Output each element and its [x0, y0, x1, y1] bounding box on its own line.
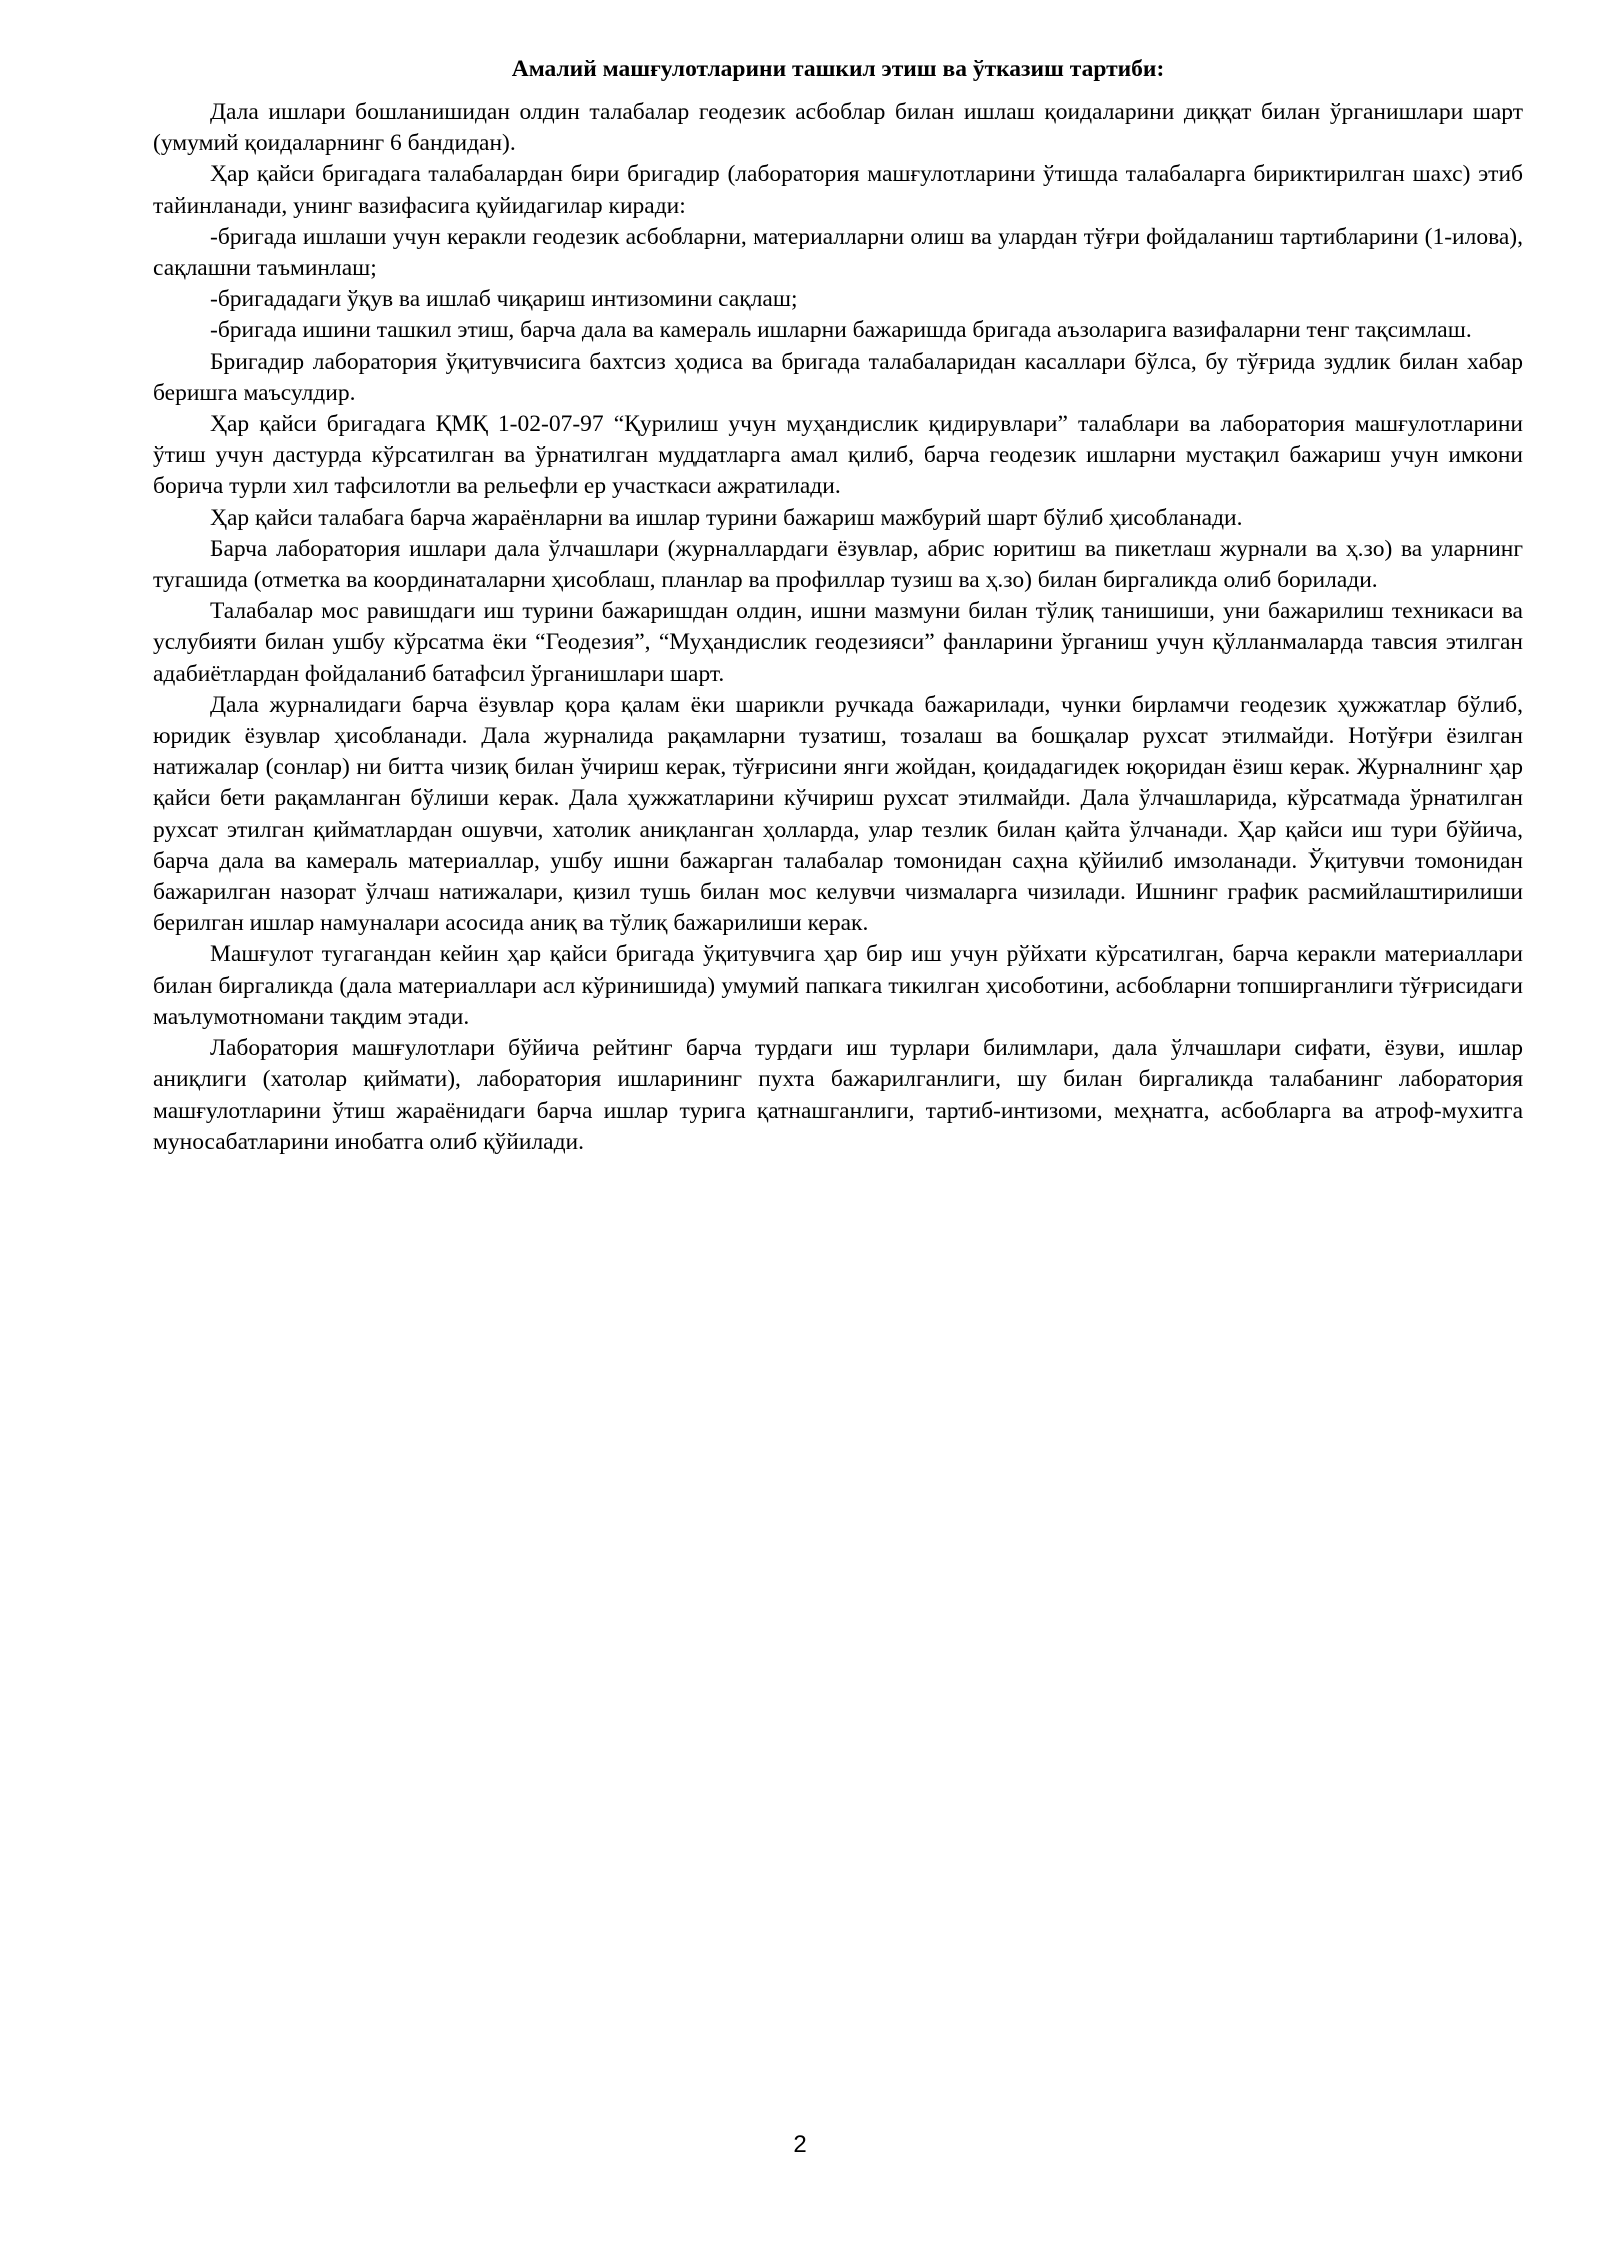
page-title: Амалий машғулотларини ташкил этиш ва ўтказиш тартиби:	[511, 56, 1165, 82]
paragraph: Ҳар қайси талабага барча жараёнларни ва ишлар турини бажариш мажбурий шарт бўлиб ҳисобланади.	[210, 504, 1243, 531]
body-text	[153, 97, 1523, 1158]
page-content	[153, 54, 1523, 1158]
paragraph: Дала ишлари бошланишидан олдин талабалар геодезик асбоблар билан ишлаш қоидаларини диққат билан ўрганишлари шарт (умумий қоидаларнинг 6 бандидан).	[153, 99, 1523, 157]
paragraph: Дала журналидаги барча ёзувлар қора қалам ёки шарикли ручкада бажарилади, чунки бирламчи геодезик ҳужжатлар бўлиб, юридик ёзувлар ҳисобланади. Дала журналида рақамларни тузатиш, тозалаш ва бошқалар рухсат этилмайди. Нотўғри ёзилган натижалар (сонлар) ни битта чизиқ билан ўчириш керак, тўғрисини янги жойдан, қоидадагидек юқоридан ёзиш керак. Журналнинг ҳар қайси бети рақамланган бўлиши керак. Дала ҳужжатларини кўчириш рухсат этилмайди. Дала ўлчашларида, кўрсатмада ўрнатилган рухсат этилган қийматлардан ошувчи, хатолик аниқланган ҳолларда, улар тезлик билан қайта ўлчанади. Ҳар қайси иш тури бўйича, барча дала ва камераль материаллар, ушбу ишни бажарган талабалар томонидан саҳна қўйилиб имзоланади. Ўқитувчи томонидан бажарилган назорат ўлчаш натижалари, қизил тушь билан мос келувчи чизмаларга чизилади. Ишнинг график расмийлаштирилиши берилган ишлар намуналари асосида аниқ ва тўлиқ бажарилиши керак.	[153, 691, 1523, 937]
paragraph: Ҳар қайси бригадага талабалардан бири бригадир (лаборатория машғулотларини ўтишда талабаларга бириктирилган шахс) этиб тайинланади, унинг вазифасига қуйидагилар киради:	[153, 161, 1523, 219]
list-item: -бригададаги ўқув ва ишлаб чиқариш интизомини сақлаш;	[210, 286, 798, 313]
paragraph: Лаборатория машғулотлари бўйича рейтинг барча турдаги иш турлари билимлари, дала ўлчашлари сифати, ёзуви, ишлар аниқлиги (хатолар қиймати), лаборатория ишларининг пухта бажарилганлиги, шу билан биргаликда талабанинг лаборатория машғулотларини ўтиш жараёнидаги барча ишлар турига қатнашганлиги, тартиб-интизоми, меҳнатга, асбобларга ва атроф-мухитга муносабатларини инобатга олиб қўйилади.	[153, 1035, 1523, 1155]
paragraph: Бригадир лаборатория ўқитувчисига бахтсиз ҳодиса ва бригада талабаларидан касаллари бўлса, бу тўғрида зудлик билан хабар беришга маъсулдир.	[153, 348, 1523, 406]
paragraph: Ҳар қайси бригадага ҚМҚ 1-02-07-97 “Қурилиш учун муҳандислик қидирувлари” талаблари ва лаборатория машғулотларини ўтиш учун дастурда кўрсатилган ва ўрнатилган муддатларга амал қилиб, барча геодезик ишларни мустақил бажариш учун имкони борича турли хил тафсилотли ва рельефли ер участкаси ажратилади.	[153, 411, 1523, 500]
paragraph: Барча лаборатория ишлари дала ўлчашлари (журналлардаги ёзувлар, абрис юритиш ва пикетлаш журнали ва ҳ.зо) ва уларнинг тугашида (отметка ва координаталарни ҳисоблаш, планлар ва профиллар тузиш ва ҳ.зо) билан биргаликда олиб борилади.	[153, 535, 1523, 594]
list-item: -бригада ишини ташкил этиш, барча дала ва камераль ишларни бажаришда бригада аъзоларига вазифаларни тенг тақсимлаш.	[210, 317, 1472, 344]
page-number: 2	[793, 2131, 807, 2158]
list-item: -бригада ишлаши учун керакли геодезик асбобларни, материалларни олиш ва улардан тўғри фойдаланиш тартибларини (1-илова), сақлашни таъминлаш;	[153, 223, 1523, 282]
paragraph: Машғулот тугагандан кейин ҳар қайси бригада ўқитувчига ҳар бир иш учун рўйхати кўрсатилган, барча керакли материаллари билан биргаликда (дала материаллари асл кўринишида) умумий папкага тикилган ҳисоботини, асбобларни топширганлиги тўғрисидаги маълумотномани тақдим этади.	[153, 941, 1523, 1030]
paragraph: Талабалар мос равишдаги иш турини бажаришдан олдин, ишни мазмуни билан тўлиқ танишиши, уни бажарилиш техникаси ва услубияти билан ушбу кўрсатма ёки “Геодезия”, “Муҳандислик геодезияси” фанларини ўрганиш учун қўлланмаларда тавсия этилган адабиётлардан фойдаланиб батафсил ўрганишлари шарт.	[153, 598, 1523, 687]
